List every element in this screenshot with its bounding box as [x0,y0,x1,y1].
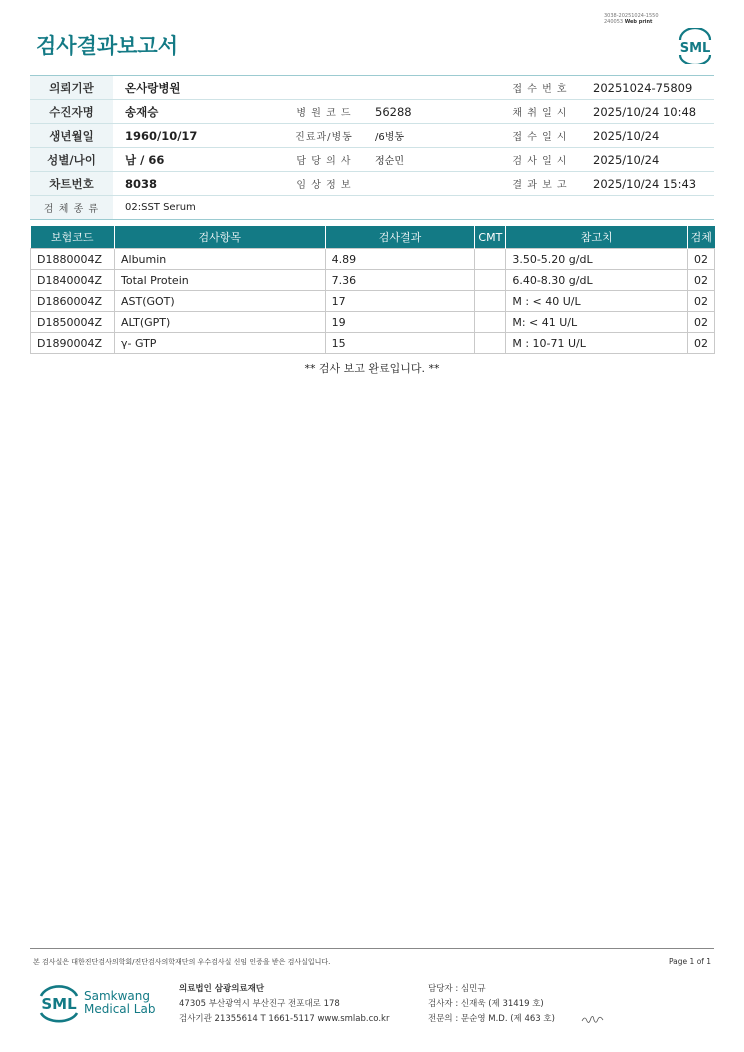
lab-name-line-1: Samkwang [84,989,150,1003]
info-row [30,172,714,196]
result-cmt-cell [475,270,506,291]
info-label: 접 수 번 호 [499,76,581,100]
specimen-label: 검 체 종 류 [30,196,113,220]
staff-info [428,982,555,1027]
table-row [31,333,715,354]
info-value: 2025/10/24 10:48 [581,100,714,124]
result-spec-cell: 02 [688,312,715,333]
results-header-cell: 검사결과 [325,226,475,249]
result-code-cell: D1850004Z [31,312,115,333]
patient-info-table [30,75,714,220]
table-row [31,291,715,312]
result-ref-cell: M : 10-71 U/L [506,333,688,354]
result-result-cell: 17 [325,291,475,312]
info-label: 진료과/병동 [285,124,363,148]
org-name: 의료법인 삼광의료재단 [179,984,265,994]
info-label: 결 과 보 고 [499,172,581,196]
info-label: 채 취 일 시 [499,100,581,124]
info-value: 20251024-75809 [581,76,714,100]
info-label: 생년월일 [30,124,113,148]
info-value: 정순민 [363,148,499,172]
results-header-cell: 검사항목 [114,226,325,249]
specimen-row [30,196,714,220]
info-value [363,172,499,196]
result-result-cell: 19 [325,312,475,333]
report-title: 검사결과보고서 [36,34,179,58]
result-result-cell: 4.89 [325,249,475,270]
staff-in-charge: 담당자 : 심민규 [428,984,486,994]
result-ref-cell: 6.40-8.30 g/dL [506,270,688,291]
info-label: 검 사 일 시 [499,148,581,172]
result-spec-cell: 02 [688,333,715,354]
result-cmt-cell [475,312,506,333]
table-row [31,270,715,291]
ref-line-2: 240053 Web print [604,19,653,25]
info-row [30,148,714,172]
svg-text:SML: SML [41,995,77,1013]
result-ref-cell: M: < 41 U/L [506,312,688,333]
result-item-cell: AST(GOT) [114,291,325,312]
info-label [285,76,363,100]
result-item-cell: ALT(GPT) [114,312,325,333]
print-reference [604,13,659,25]
footer-divider [30,948,714,949]
info-value: 남 / 66 [113,148,285,172]
results-header-cell: 검체 [688,226,715,249]
results-header-cell: 보험코드 [31,226,115,249]
organization-info [179,982,389,1027]
page-number: Page 1 of 1 [669,957,712,966]
result-code-cell: D1890004Z [31,333,115,354]
org-address: 47305 부산광역시 부산진구 전포대로 178 [179,999,340,1009]
result-code-cell: D1860004Z [31,291,115,312]
info-label: 임 상 정 보 [285,172,363,196]
sml-logo-icon [676,28,714,64]
staff-examiner: 검사자 : 신재욱 (제 31419 호) [428,999,544,1009]
info-value: 8038 [113,172,285,196]
result-cmt-cell [475,291,506,312]
svg-text:SML: SML [679,41,711,56]
result-spec-cell: 02 [688,249,715,270]
result-cmt-cell [475,333,506,354]
info-value: 2025/10/24 [581,124,714,148]
info-value: 2025/10/24 15:43 [581,172,714,196]
info-value: 송재승 [113,100,285,124]
info-row [30,76,714,100]
result-spec-cell: 02 [688,291,715,312]
result-code-cell: D1880004Z [31,249,115,270]
org-contact: 검사기관 21355614 T 1661-5117 www.smlab.co.kr [179,1014,390,1024]
results-table [30,226,715,354]
info-value: 온사랑병원 [113,76,285,100]
results-header-cell: 참고치 [506,226,688,249]
results-header-cell: CMT [475,226,506,249]
info-row [30,100,714,124]
info-label: 수진자명 [30,100,113,124]
specimen-value: 02:SST Serum [113,196,714,220]
info-label: 담 당 의 사 [285,148,363,172]
table-row [31,312,715,333]
info-value: 1960/10/17 [113,124,285,148]
signature [580,1012,606,1026]
result-spec-cell: 02 [688,270,715,291]
info-value: 2025/10/24 [581,148,714,172]
info-label: 성별/나이 [30,148,113,172]
result-item-cell: Albumin [114,249,325,270]
result-result-cell: 7.36 [325,270,475,291]
lab-name-line-2: Medical Lab [84,1002,156,1016]
certification-note: 본 검사실은 대한진단검사의학회/진단검사의학재단의 우수검사실 신임 인증을 받은 검사실입니다. [33,958,331,966]
info-row [30,124,714,148]
info-label: 접 수 일 시 [499,124,581,148]
result-item-cell: Total Protein [114,270,325,291]
info-label: 차트번호 [30,172,113,196]
result-ref-cell: 3.50-5.20 g/dL [506,249,688,270]
result-ref-cell: M : < 40 U/L [506,291,688,312]
result-cmt-cell [475,249,506,270]
table-row [31,249,715,270]
report-end-note: ** 검사 보고 완료입니다. ** [304,362,440,375]
result-item-cell: γ- GTP [114,333,325,354]
result-code-cell: D1840004Z [31,270,115,291]
lab-name [84,990,155,1016]
info-label: 의뢰기관 [30,76,113,100]
result-result-cell: 15 [325,333,475,354]
info-label: 병 원 코 드 [285,100,363,124]
samkwang-logo-icon [36,980,82,1026]
info-value [363,76,499,100]
ref-line-1: 3038-20251024-1550 [604,13,659,19]
staff-specialist: 전문의 : 문순영 M.D. (제 463 호) [428,1014,555,1024]
info-value: 56288 [363,100,499,124]
info-value: /6병동 [363,124,499,148]
